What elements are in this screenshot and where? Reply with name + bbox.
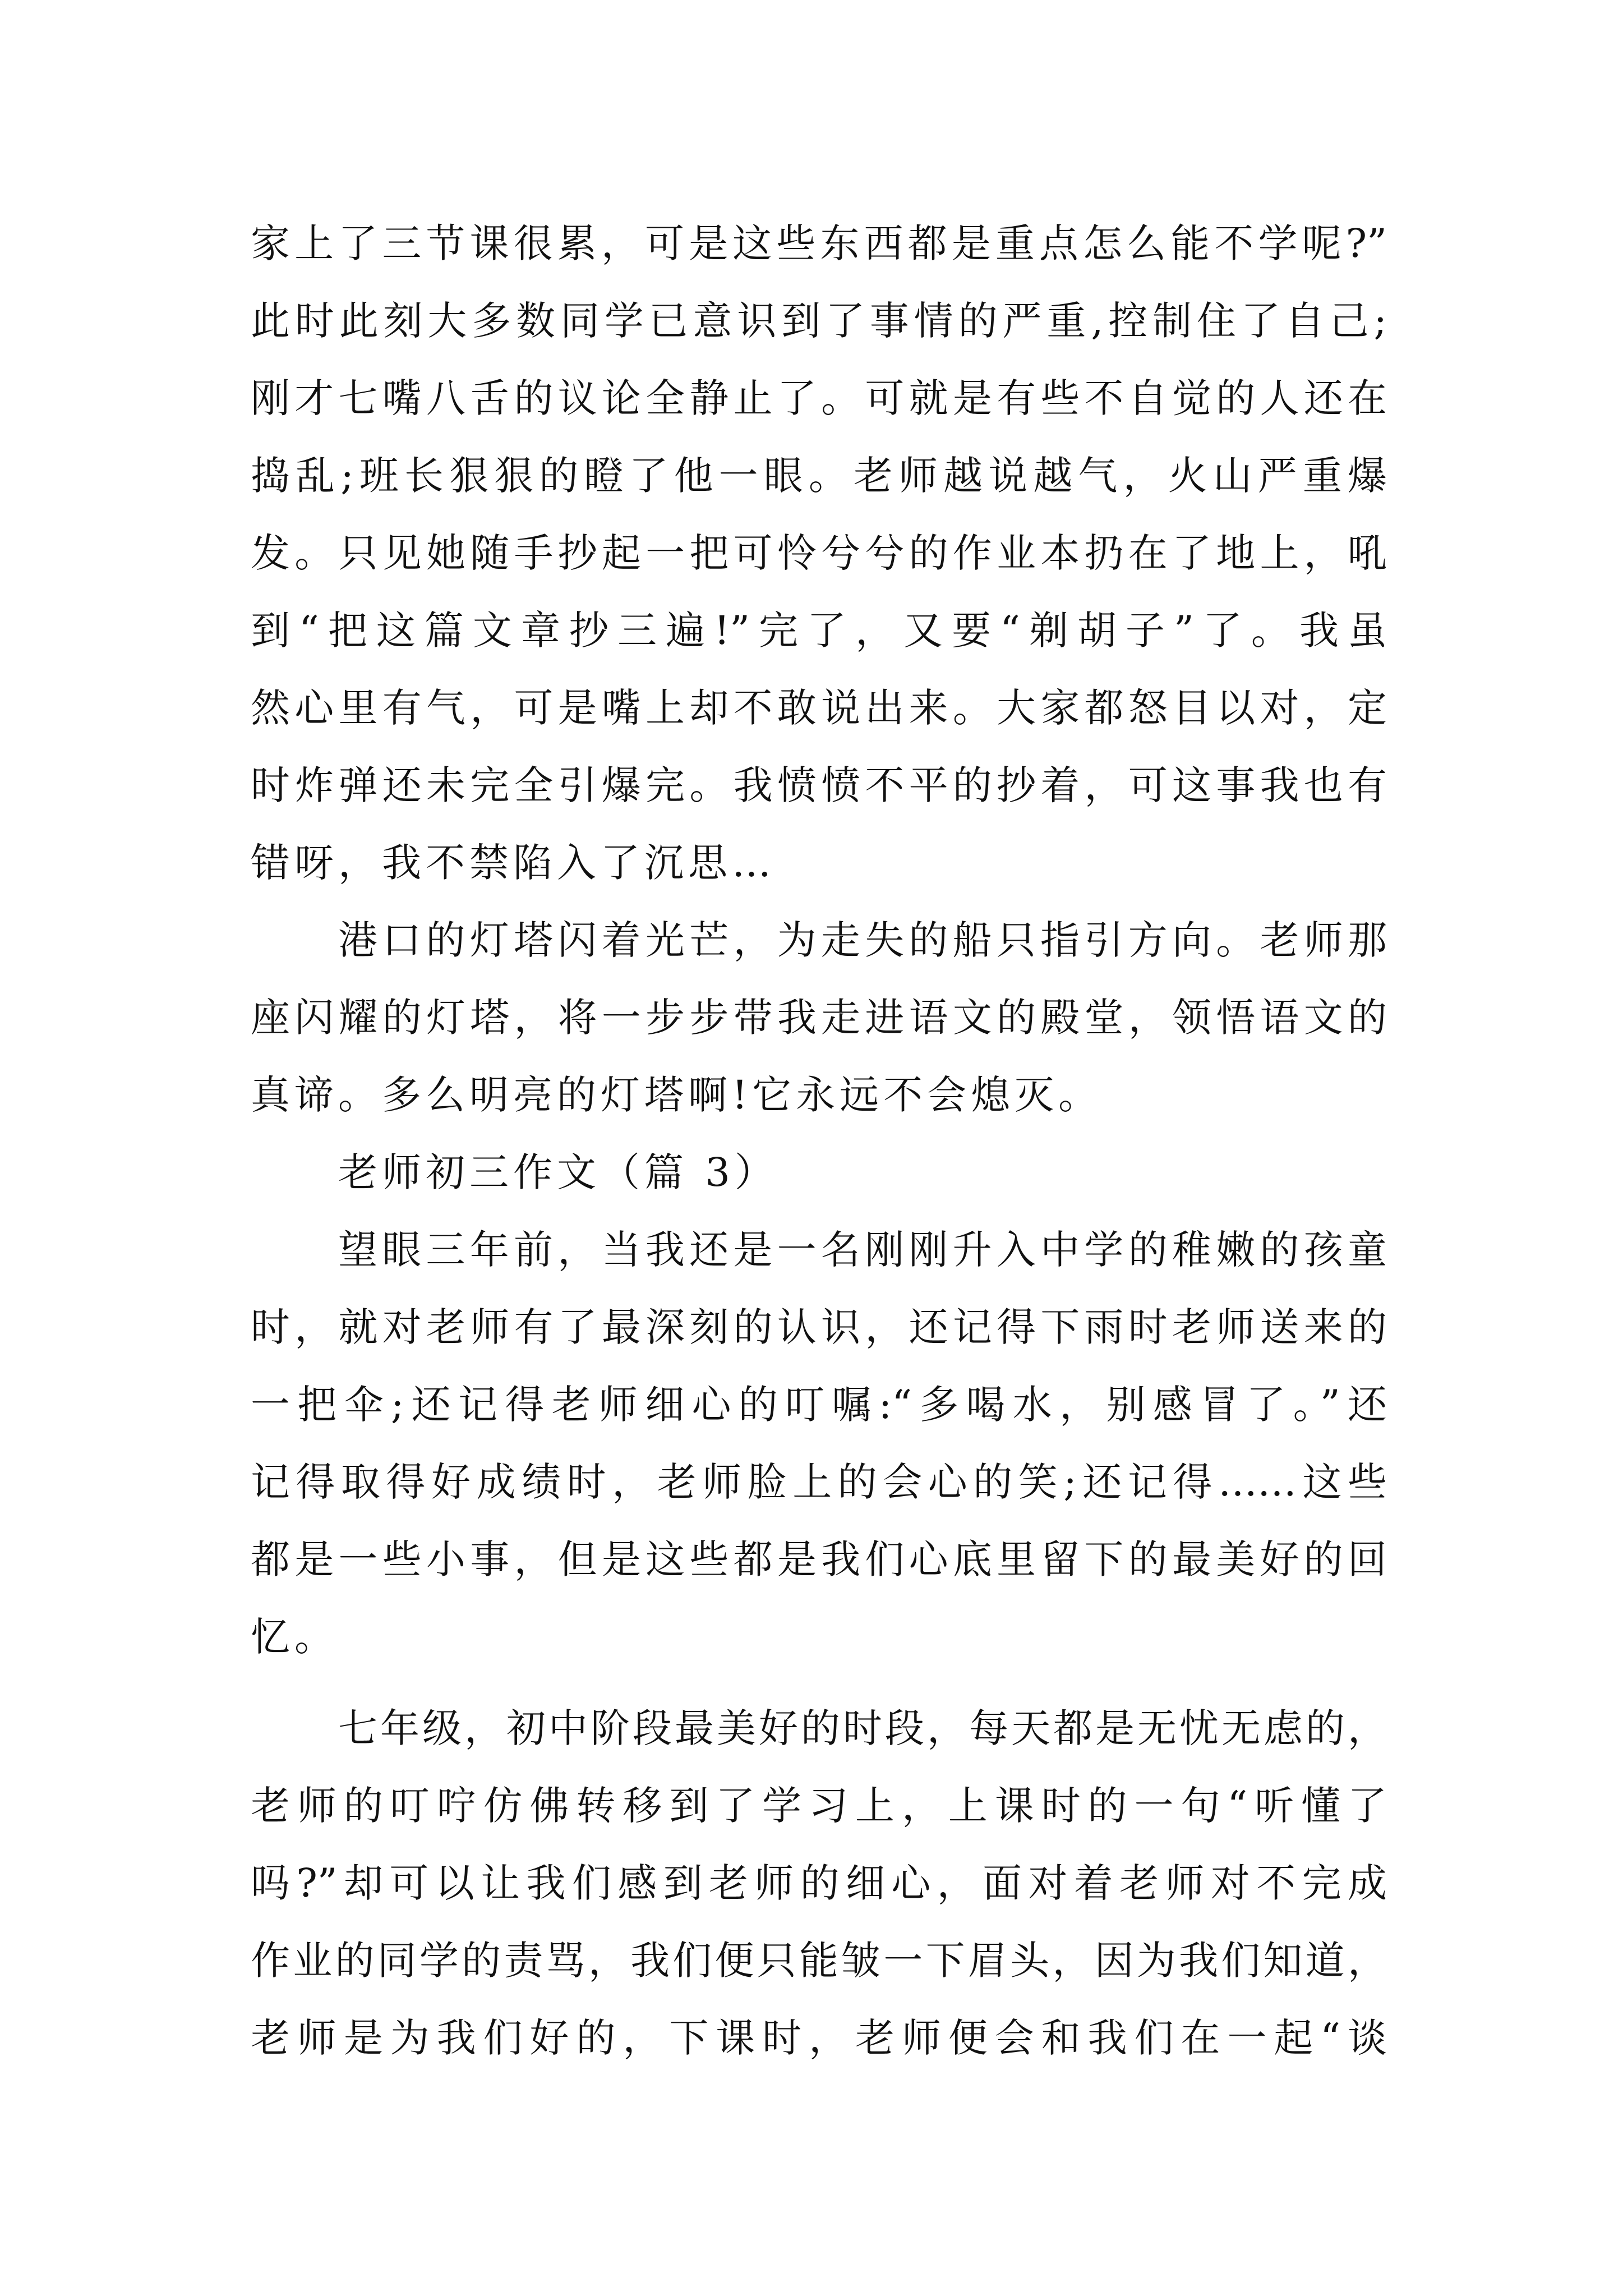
text-line: 港口的灯塔闪着光芒，为走失的船只指引方向。老师那 — [338, 917, 1387, 963]
text-line: 刚才七嘴八舌的议论全静止了。可就是有些不自觉的人还在 — [251, 375, 1387, 421]
document-body — [251, 205, 1387, 2077]
text-line: 错呀，我不禁陷入了沉思… — [251, 840, 776, 886]
text-line: 真谛。多么明亮的灯塔啊!它永远不会熄灭。 — [251, 1072, 1103, 1118]
text-line: 望眼三年前，当我还是一名刚刚升入中学的稚嫩的孩童 — [338, 1227, 1387, 1273]
text-line: 一把伞;还记得老师细心的叮嘱:“多喝水，别感冒了。”还 — [251, 1382, 1387, 1428]
text-line: 捣乱;班长狠狠的瞪了他一眼。老师越说越气，火山严重爆 — [251, 453, 1387, 499]
text-line: 作业的同学的责骂，我们便只能皱一下眉头，因为我们知道， — [251, 1938, 1387, 1984]
section-heading-block — [251, 1134, 1387, 1211]
paragraph-seventh-grade — [251, 1690, 1387, 2077]
paragraph-memories — [251, 1211, 1387, 1676]
text-line: 七年级，初中阶段最美好的时段，每天都是无忧无虑的， — [338, 1705, 1387, 1751]
paragraph-continuation — [251, 205, 1387, 901]
text-line: 吗?”却可以让我们感到老师的细心，面对着老师对不完成 — [251, 1860, 1387, 1906]
text-line: 发。只见她随手抄起一把可怜兮兮的作业本扔在了地上，吼 — [251, 530, 1387, 576]
text-line: 老师的叮咛仿佛转移到了学习上，上课时的一句“听懂了 — [251, 1783, 1387, 1829]
text-line: 记得取得好成绩时，老师脸上的会心的笑;还记得……这些 — [251, 1459, 1387, 1505]
text-line: 老师是为我们好的，下课时，老师便会和我们在一起“谈 — [251, 2015, 1387, 2061]
text-line: 时炸弹还未完全引爆完。我愤愤不平的抄着，可这事我也有 — [251, 762, 1387, 808]
text-line: 到“把这篇文章抄三遍!”完了，又要“剃胡子”了。我虽 — [251, 608, 1387, 654]
text-line: 家上了三节课很累，可是这些东西都是重点怎么能不学呢?” — [251, 220, 1387, 266]
text-line: 然心里有气，可是嘴上却不敢说出来。大家都怒目以对，定 — [251, 685, 1387, 731]
text-line: 忆。 — [251, 1614, 338, 1660]
text-line: 此时此刻大多数同学已意识到了事情的严重,控制住了自己; — [251, 298, 1387, 344]
text-line: 都是一些小事，但是这些都是我们心底里留下的最美好的回 — [251, 1536, 1387, 1582]
section-heading: 老师初三作文（篇 3） — [338, 1149, 778, 1195]
paragraph-lighthouse — [251, 901, 1387, 1134]
text-line: 时，就对老师有了最深刻的认识，还记得下雨时老师送来的 — [251, 1304, 1387, 1350]
text-line: 座闪耀的灯塔，将一步步带我走进语文的殿堂，领悟语文的 — [251, 995, 1387, 1041]
